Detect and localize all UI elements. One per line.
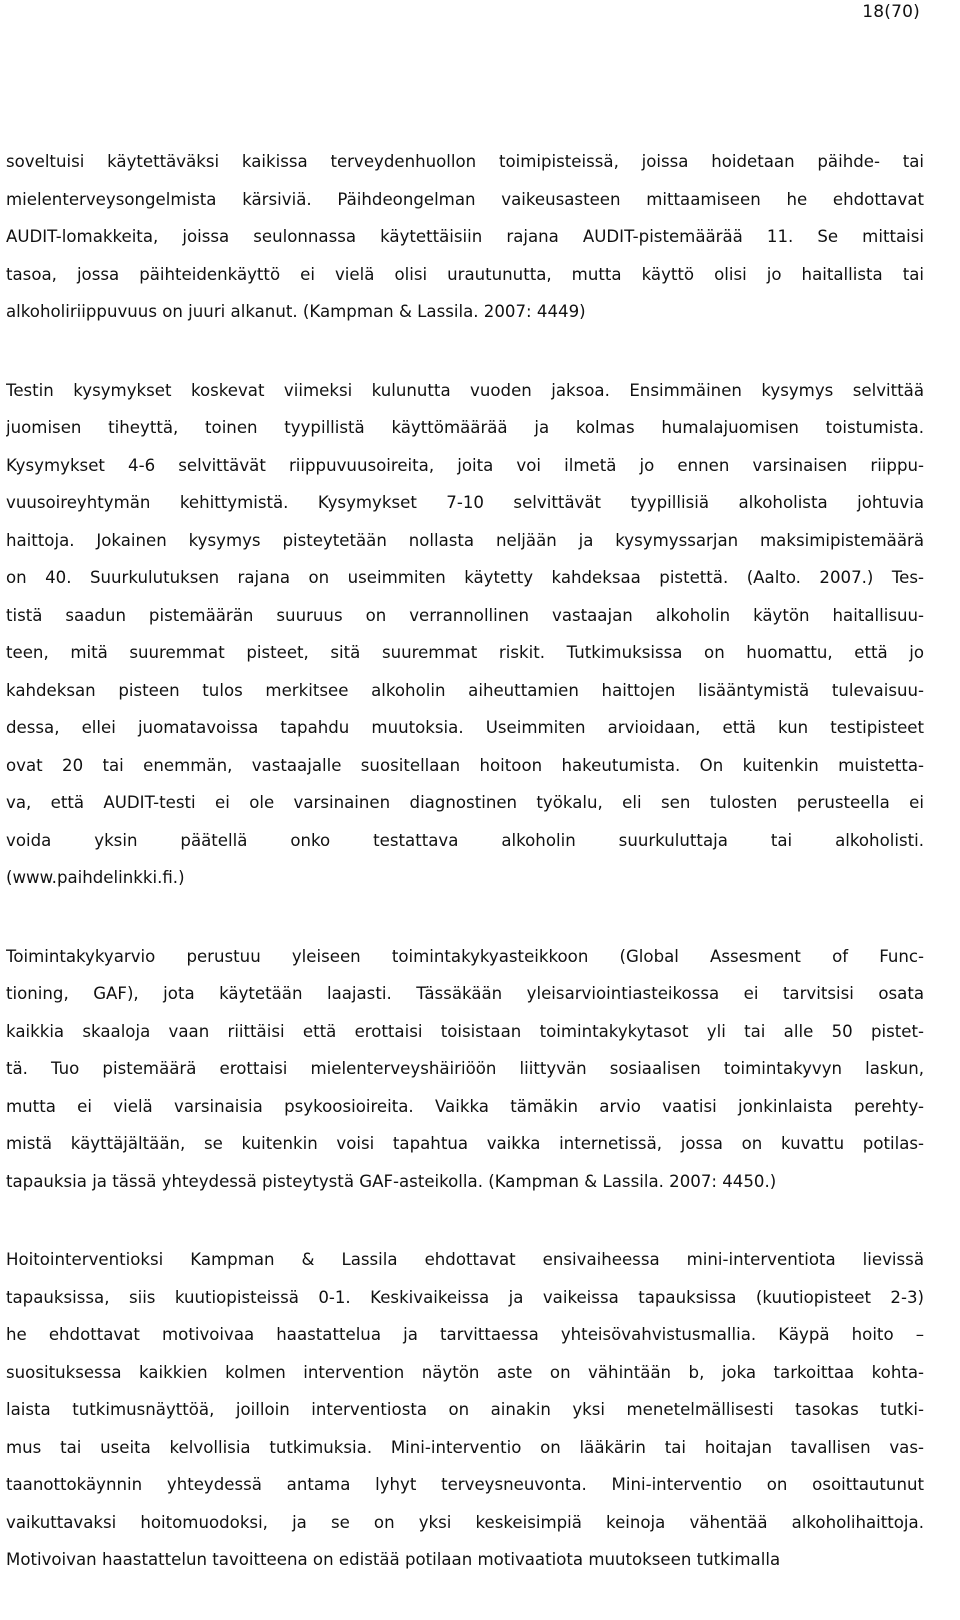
- text-line: mielenterveysongelmista kärsiviä. Päihdeongelman vaikeusasteen mittaamiseen he ehdottavat: [6, 189, 924, 209]
- text-line: alkoholiriippuvuus on juuri alkanut. (Kampman & Lassila. 2007: 4449): [6, 302, 586, 321]
- text-line: Toimintakykyarvio perustuu yleiseen toimintakykyasteikkoon (Global Assesment of Func-: [6, 946, 924, 966]
- text-line: juomisen tiheyttä, toinen tyypillistä käyttömäärää ja kolmas humalajuomisen toistumista.: [6, 418, 924, 437]
- text-line: haittoja. Jokainen kysymys pisteytetään nollasta neljään ja kysymyssarjan maksimipistemäärä: [6, 530, 924, 550]
- text-line: vaikuttavaksi hoitomuodoksi, ja se on yksi keskeisimpiä keinoja vähentää alkoholihaittoja.: [6, 1512, 924, 1532]
- text-line: va, että AUDIT-testi ei ole varsinainen diagnostinen työkalu, eli sen tulosten perusteella ei: [6, 793, 924, 812]
- text-line: tioning, GAF), jota käytetään laajasti. Tässäkään yleisarviointiasteikossa ei tarvitsisi osata: [6, 984, 924, 1003]
- paragraph-interventions: [6, 1241, 924, 1579]
- text-line: soveltuisi käytettäväksi kaikissa terveydenhuollon toimipisteissä, joissa hoidetaan päihde- tai: [6, 152, 924, 171]
- text-line: Motivoivan haastattelun tavoitteena on edistää potilaan motivaatiota muutokseen tutkimalla: [6, 1550, 781, 1569]
- text-line: AUDIT-lomakkeita, joissa seulonnassa käytettäisiin rajana AUDIT-pistemäärää 11. Se mittaisi: [6, 227, 924, 246]
- text-line: suosituksessa kaikkien kolmen intervention näytön aste on vähintään b, joka tarkoittaa kohta-: [6, 1362, 924, 1382]
- text-line: mistä käyttäjältään, se kuitenkin voisi tapahtua vaikka internetissä, jossa on kuvattu potilas-: [6, 1134, 924, 1153]
- text-line: tasoa, jossa päihteidenkäyttö ei vielä olisi urautunutta, mutta käyttö olisi jo haitallista tai: [6, 264, 924, 284]
- text-line: (www.paihdelinkki.fi.): [6, 868, 185, 887]
- text-line: Testin kysymykset koskevat viimeksi kulunutta vuoden jaksoa. Ensimmäinen kysymys selvittää: [6, 380, 924, 400]
- text-line: he ehdottavat motivoivaa haastattelua ja tarvittaessa yhteisövahvistusmallia. Käypä hoito –: [6, 1325, 924, 1344]
- text-line: tapauksissa, siis kuutiopisteissä 0-1. Keskivaikeissa ja vaikeissa tapauksissa (kuutiopisteet 2-3): [6, 1287, 924, 1307]
- text-line: on 40. Suurkulutuksen rajana on useimmiten käytetty kahdeksaa pistettä. (Aalto. 2007.) Tes-: [6, 568, 924, 587]
- text-line: vuusoireyhtymän kehittymistä. Kysymykset 7-10 selvittävät tyypillisiä alkoholista johtuvia: [6, 493, 924, 512]
- paragraph-test-questions: [6, 372, 924, 897]
- text-line: mutta ei vielä varsinaisia psykoosioireita. Vaikka tämäkin arvio vaatisi jonkinlaista perehty-: [6, 1096, 924, 1116]
- text-line: mus tai useita kelvollisia tutkimuksia. Mini-interventio on lääkärin tai hoitajan tavallisen vas-: [6, 1437, 924, 1457]
- text-line: tapauksia ja tässä yhteydessä pisteytystä GAF-asteikolla. (Kampman & Lassila. 2007: 4450.): [6, 1171, 777, 1191]
- text-line: kaikkia skaaloja vaan riittäisi että erottaisi toisistaan toimintakykytasot yli tai alle 50 pistet-: [6, 1021, 924, 1041]
- text-line: tistä saadun pistemäärän suuruus on verrannollinen vastaajan alkoholin käytön haitallisuu-: [6, 605, 924, 625]
- text-line: dessa, ellei juomatavoissa tapahdu muutoksia. Useimmiten arvioidaan, että kun testipisteet: [6, 718, 924, 737]
- text-line: voida yksin päätellä onko testattava alkoholin suurkuluttaja tai alkoholisti.: [6, 830, 924, 850]
- paragraph-gaf-assessment: [6, 938, 924, 1201]
- paragraph-audit-threshold: [6, 143, 924, 331]
- text-line: ovat 20 tai enemmän, vastaajalle suositellaan hoitoon hakeutumista. On kuitenkin muistetta-: [6, 755, 924, 775]
- text-line: kahdeksan pisteen tulos merkitsee alkoholin aiheuttamien haittojen lisääntymistä tulevaisuu-: [6, 680, 924, 700]
- text-line: Hoitointerventioksi Kampman & Lassila ehdottavat ensivaiheessa mini-interventiota lievissä: [6, 1250, 924, 1269]
- body-text: [6, 143, 924, 1620]
- text-line: Kysymykset 4-6 selvittävät riippuvuusoireita, joita voi ilmetä jo ennen varsinaisen riippu-: [6, 455, 924, 475]
- text-line: teen, mitä suuremmat pisteet, sitä suuremmat riskit. Tutkimuksissa on huomattu, että jo: [6, 643, 924, 662]
- text-line: tä. Tuo pistemäärä erottaisi mielenterveyshäiriöön liittyvän sosiaalisen toimintakyvyn laskun,: [6, 1059, 924, 1078]
- text-line: taanottokäynnin yhteydessä antama lyhyt terveysneuvonta. Mini-interventio on osoittautunut: [6, 1475, 924, 1494]
- text-line: laista tutkimusnäyttöä, joilloin interventiosta on ainakin yksi menetelmällisesti tasokas tutki-: [6, 1400, 924, 1419]
- page-number: 18(70): [862, 2, 920, 22]
